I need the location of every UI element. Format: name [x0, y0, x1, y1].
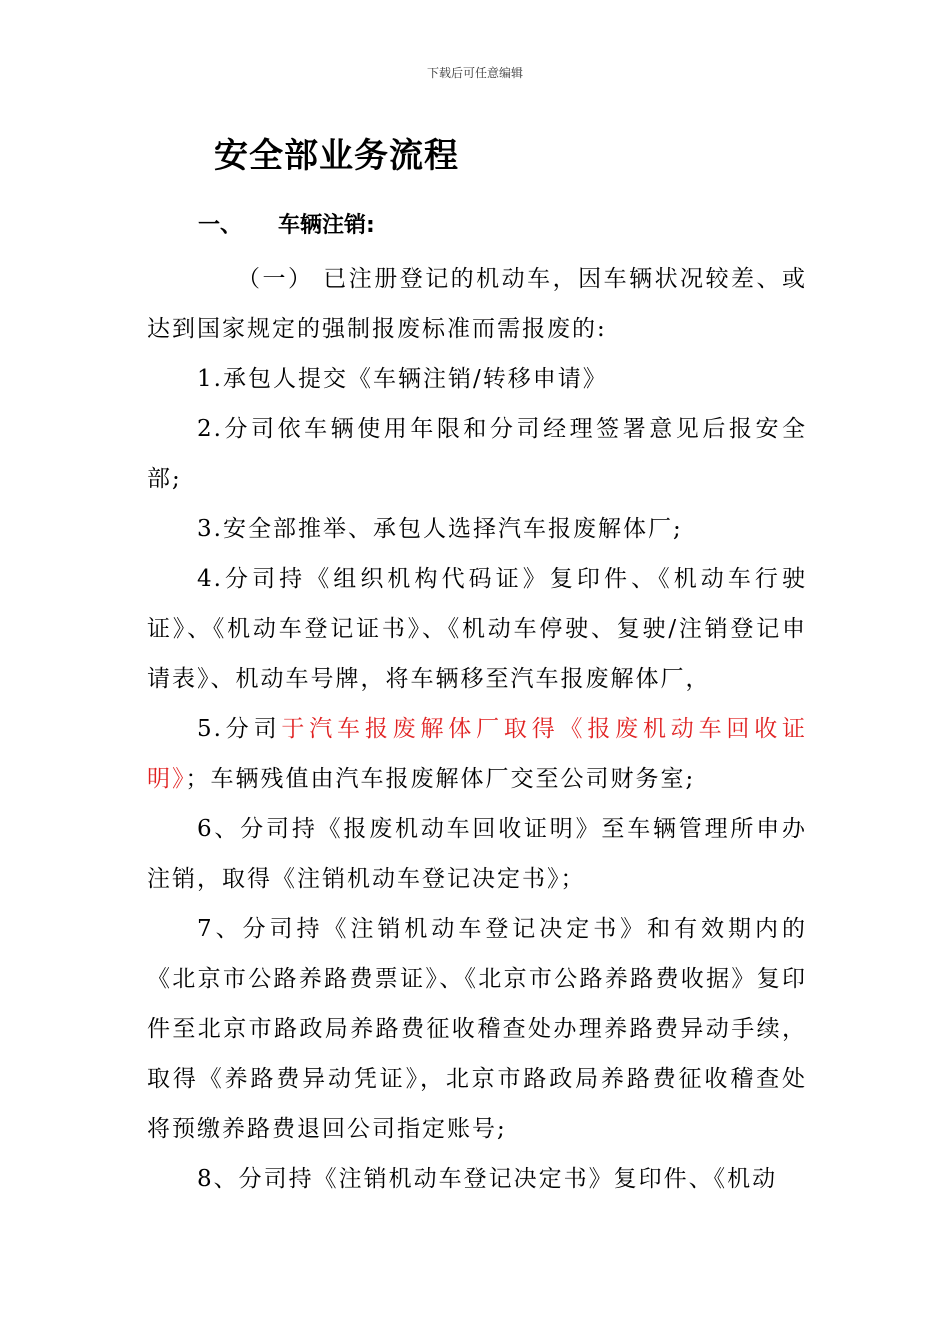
section-number: 一、: [198, 213, 243, 238]
paragraph-step-8: 8、分司持《注销机动车登记决定书》复印件、《机动: [197, 1166, 778, 1192]
step-5-prefix: 5.分司: [197, 716, 282, 742]
step-5-suffix: ；车辆残值由汽车报废解体厂交至公司财务室;: [185, 766, 696, 792]
paragraph-intro: （一） 已注册登记的机动车，因车辆状况较差、或达到国家规定的强制报废标准而需报废的:: [147, 266, 807, 342]
paragraph-step-6: 6、分司持《报废机动车回收证明》至车辆管理所申办注销，取得《注销机动车登记决定书》；: [147, 816, 807, 892]
section-title: 车辆注销:: [278, 213, 375, 238]
header-note: 下载后可任意编辑: [426, 66, 523, 80]
document-body: [147, 254, 807, 1204]
paragraph-step-3: 3.安全部推举、承包人选择汽车报废解体厂;: [197, 516, 683, 542]
section-heading: [198, 208, 375, 239]
paragraph-step-2: 2.分司依车辆使用年限和分司经理签署意见后报安全部;: [147, 416, 807, 492]
document-title: 安全部业务流程: [214, 136, 459, 176]
paragraph-step-1: 1.承包人提交《车辆注销/转移申请》: [197, 366, 608, 392]
step-5-highlight: 于汽车报废解体厂取得《报废机动车回收证明》: [147, 716, 808, 792]
paragraph-step-5: [147, 704, 807, 804]
paragraph-step-7: 7、分司持《注销机动车登记决定书》和有效期内的《北京市公路养路费票证》、《北京市公路养路费收据》复印件至北京市路政局养路费征收稽查处办理养路费异动手续，取得《养路费异动凭证》，北京市路政局养路费征收稽查处将预缴养路费退回公司指定账号;: [147, 916, 807, 1142]
paragraph-step-4: 4.分司持《组织机构代码证》复印件、《机动车行驶证》、《机动车登记证书》、《机动车停驶、复驶/注销登记申请表》、机动车号牌，将车辆移至汽车报废解体厂，: [147, 566, 807, 692]
